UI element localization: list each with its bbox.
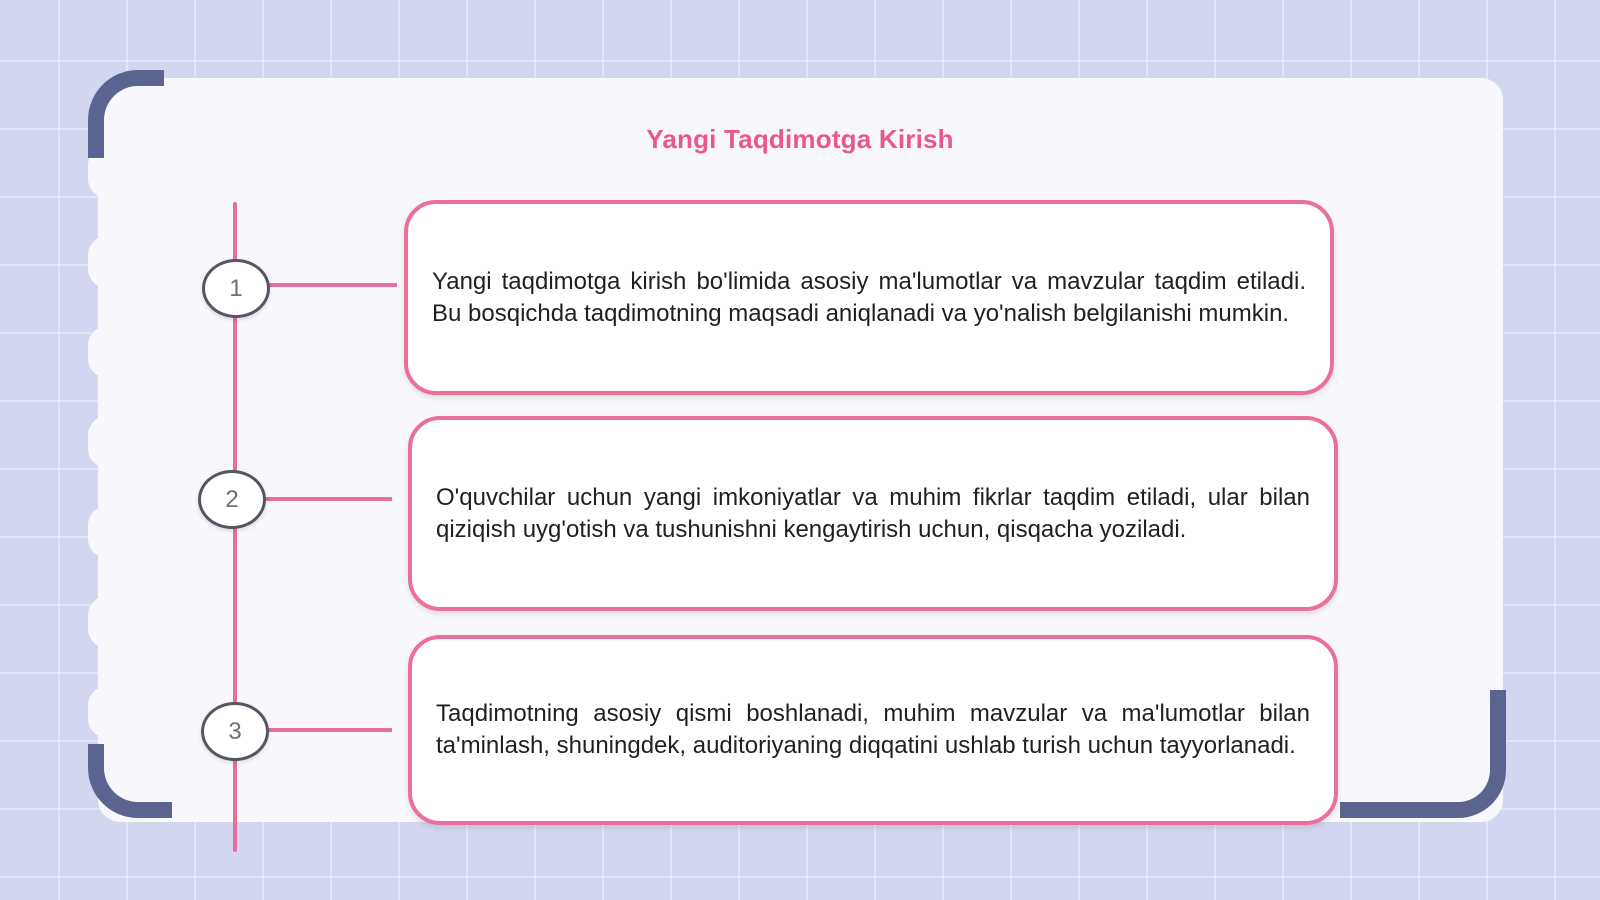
step-1-number-badge: 1 bbox=[202, 259, 270, 318]
step-1-connector bbox=[265, 283, 397, 287]
step-2-card bbox=[408, 416, 1338, 611]
step-2-text: O'quvchilar uchun yangi imkoniyatlar va muhim fikrlar taqdim etiladi, ular bilan qiziqish uyg'otish va tushunishni kengaytirish uchun, qisqacha yoziladi. bbox=[436, 483, 1310, 543]
paper-scallop bbox=[88, 236, 126, 288]
step-3-text: Taqdimotning asosiy qismi boshlanadi, muhim mavzular va ma'lumotlar bilan ta'minlash, shuningdek, auditoriyaning diqqatini ushlab turish uchun tayyorlanadi. bbox=[436, 700, 1310, 759]
slide-title: Yangi Taqdimotga Kirish bbox=[646, 124, 954, 154]
paper-scallop bbox=[88, 506, 126, 558]
paper-scallop bbox=[88, 686, 126, 738]
step-2-number-badge: 2 bbox=[198, 470, 266, 529]
step-3-number-badge: 3 bbox=[201, 702, 269, 761]
paper-scallop bbox=[88, 416, 126, 468]
paper-scallop bbox=[88, 326, 126, 378]
paper-scallop bbox=[88, 596, 126, 648]
step-3-card bbox=[408, 635, 1338, 825]
step-2-connector bbox=[262, 497, 392, 501]
corner-bracket-bottom-right bbox=[1340, 690, 1506, 818]
step-1-text: Yangi taqdimotga kirish bo'limida asosiy ma'lumotlar va mavzular taqdim etiladi. Bu bosqichda taqdimotning maqsadi aniqlanadi va yo'nalish belgilanishi mumkin. bbox=[432, 267, 1306, 327]
step-1-card bbox=[404, 200, 1334, 395]
step-3-connector bbox=[265, 728, 392, 732]
